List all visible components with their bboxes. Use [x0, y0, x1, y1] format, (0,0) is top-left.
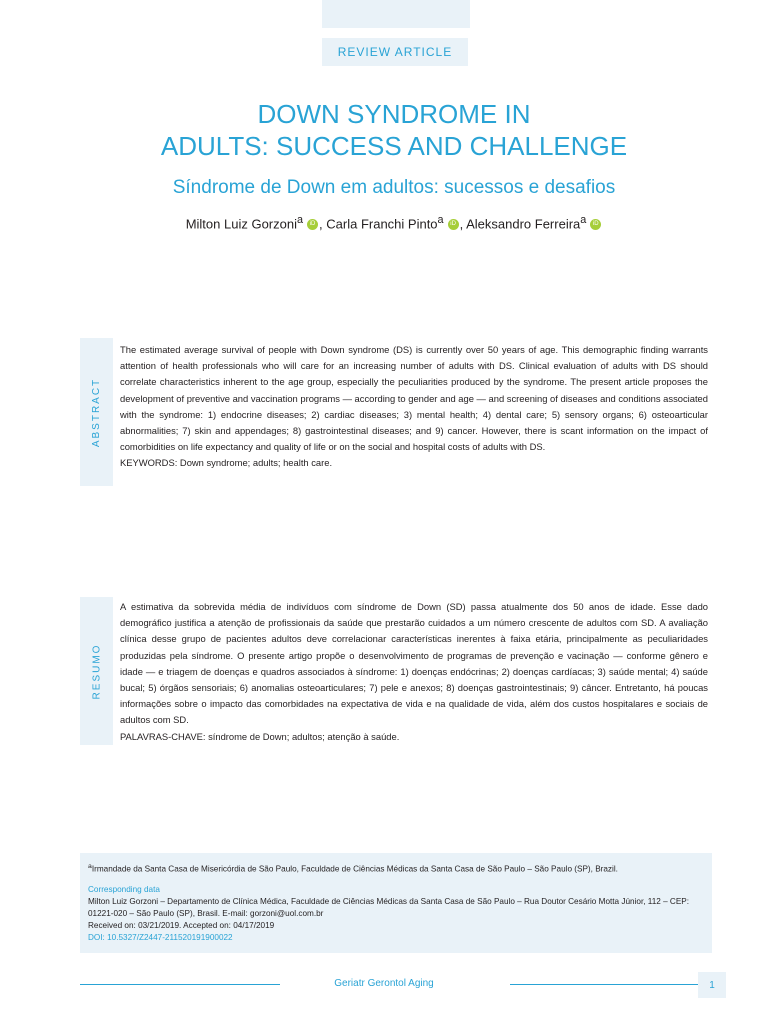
abstract-text: The estimated average survival of people with Down syndrome (DS) is currently over 50 years of age. This demographic finding warrants attention of health professionals who will care for an increasing number of adults with DS. Clinical evaluation of adults with DS should correlate characteristics inherent to the age group, especially the peculiarities produced by the syndrome. The present article proposes the development of preventive and vaccination programs — according to gender and age — and screening of diseases and conditions associated with the syndrome: 1) endocrine diseases; 2) cardiac diseases; 3) mental health; 4) dental care; 5) sensory organs; 6) osteoarticular abnormalities; 7) skin and appendages; 8) gastrointestinal diseases; and 9) cancer. However, there is scant information on the impact of comorbidities on life expectancy and quality of life or on the social and hospital costs of adults with DS.: [120, 344, 708, 453]
doi-link[interactable]: DOI: 10.5327/Z2447-211520191900022: [88, 933, 233, 942]
author-list: [0, 214, 768, 231]
journal-name: Geriatr Gerontol Aging: [334, 978, 434, 989]
received-dates: Received on: 03/21/2019. Accepted on: 04/17/2019: [88, 921, 275, 930]
resumo-section: [120, 599, 708, 745]
keywords-value: Down syndrome; adults; health care.: [179, 457, 333, 469]
corresponding-label: Corresponding data: [88, 885, 160, 894]
affiliation-mark: a: [296, 214, 304, 226]
page-number: 1: [698, 972, 726, 998]
affiliation-mark: a: [437, 214, 444, 226]
resumo-label: RESUMO: [91, 643, 102, 699]
abstract-keywords: [120, 455, 708, 471]
orcid-icon[interactable]: iD: [307, 219, 318, 230]
top-color-tab: [322, 0, 470, 28]
resumo-keywords: [120, 729, 708, 745]
abstract-section: [120, 342, 708, 472]
keywords-label: PALAVRAS-CHAVE:: [120, 730, 206, 742]
author-separator: ,: [459, 216, 464, 232]
affiliation-text: Irmandade da Santa Casa de Misericórdia de São Paulo, Faculdade de Ciências Médicas da Santa Casa de São Paulo – São Paulo (SP), Brazil.: [91, 864, 618, 874]
keywords-value: síndrome de Down; adultos; atenção à saúde.: [208, 730, 400, 742]
author-separator: ,: [319, 216, 323, 232]
corresponding-address: Milton Luiz Gorzoni – Departamento de Clínica Médica, Faculdade de Ciências Médicas da Santa Casa de São Paulo – Rua Doutor Cesário Motta Júnior, 112 – CEP: 01221-020 – São Paulo (SP), Brasil. E-mail: gorzoni@uol.com.br: [88, 897, 690, 918]
resumo-side-tab: [80, 597, 113, 745]
abstract-label: ABSTRACT: [91, 377, 102, 447]
orcid-icon[interactable]: iD: [590, 219, 601, 230]
abstract-side-tab: [80, 338, 113, 486]
footer-rule-left: [80, 984, 280, 985]
resumo-text: A estimativa da sobrevida média de indivíduos com síndrome de Down (SD) passa atualmente dos 50 anos de idade. Esse dado demográfico justifica a atenção de profissionais da saúde que prestarão cuidados a um número crescente de adultos com SD. A avaliação clínica desse grupo de pacientes adultos deve correlacionar características inerentes à faixa etária, principalmente as peculiaridades produzidas pela síndrome. O presente artigo propõe o desenvolvimento de programas de prevenção e vacinação — conforme gênero e idade — e triagem de doenças e quadros associados à síndrome: 1) doenças endócrinas; 2) doenças cardíacas; 3) saúde mental; 4) saúde bucal; 5) órgãos sensoriais; 6) anomalias osteoarticulares; 7) pele e anexos; 8) doenças gastrointestinais; 9) câncer. Entretanto, há poucas informações sobre o impacto das comorbidades na expectativa de vida e na qualidade de vida, além dos custos hospitalares e sociais de adultos com SD.: [120, 601, 708, 726]
title-line-2: ADULTS: SUCCESS AND CHALLENGE: [160, 131, 628, 161]
footer-rule-right: [510, 984, 698, 985]
author-name: Carla Franchi Pinto: [326, 216, 438, 232]
author-name: Milton Luiz Gorzoni: [185, 216, 297, 232]
keywords-label: KEYWORDS:: [120, 457, 178, 469]
article-subtitle: Síndrome de Down em adultos: sucessos e desafios: [172, 177, 616, 198]
affiliation-mark: a: [580, 214, 587, 226]
affiliation-footnote: [88, 861, 708, 875]
orcid-icon[interactable]: iD: [448, 219, 459, 230]
affiliation-mark: a: [88, 863, 92, 870]
title-line-1: DOWN SYNDROME IN: [257, 99, 531, 129]
article-type-badge: REVIEW ARTICLE: [322, 38, 468, 66]
author-name: Aleksandro Ferreira: [466, 216, 581, 232]
article-title: [0, 98, 768, 162]
